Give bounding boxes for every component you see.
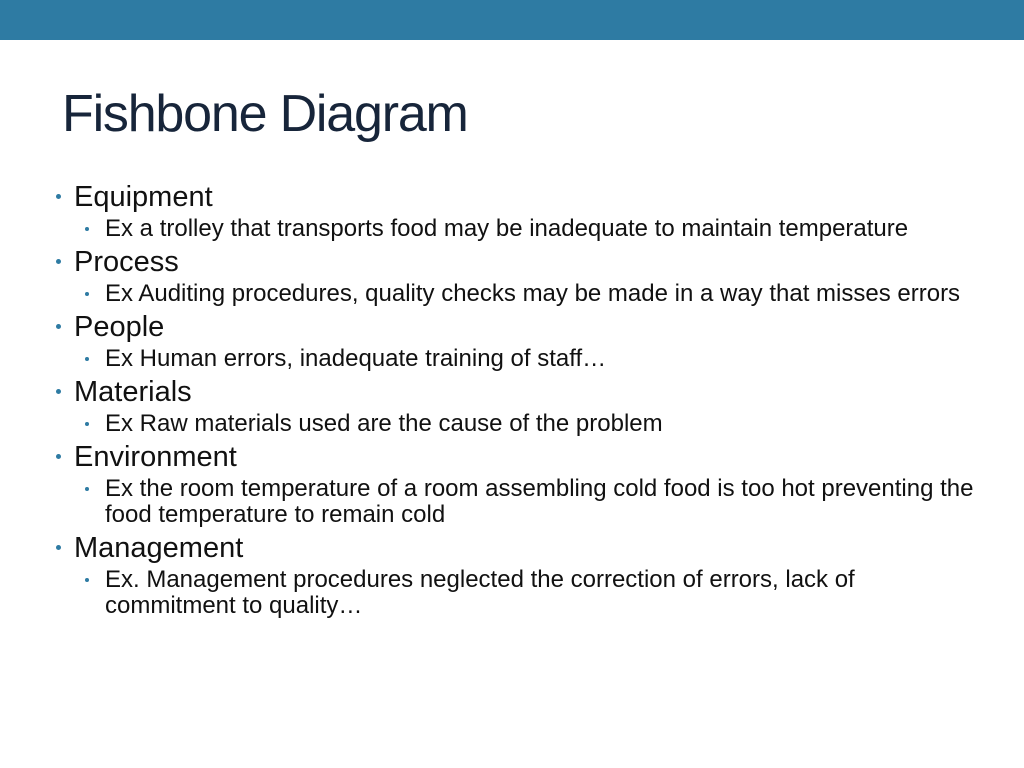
bullet-label: Management	[74, 532, 244, 564]
bullet-dot-icon	[56, 545, 61, 550]
bullet-label: Equipment	[74, 181, 213, 213]
sub-bullet-text: Ex a trolley that transports food may be inadequate to maintain temperature	[105, 215, 909, 242]
bullet-item-equipment	[52, 180, 992, 242]
sub-bullet-text: Ex Auditing procedures, quality checks may be made in a way that misses errors	[105, 280, 961, 307]
sub-bullet-dot-icon	[85, 487, 89, 491]
sub-bullet-list	[74, 567, 992, 619]
top-accent-bar	[0, 0, 1024, 40]
sub-bullet-item	[74, 411, 992, 437]
sub-bullet-list	[74, 346, 992, 372]
sub-bullet-item	[74, 216, 992, 242]
sub-bullet-dot-icon	[85, 422, 89, 426]
sub-bullet-list	[74, 476, 992, 528]
bullet-dot-icon	[56, 194, 61, 199]
bullet-label: Materials	[74, 376, 192, 408]
sub-bullet-dot-icon	[85, 227, 89, 231]
sub-bullet-item	[74, 567, 992, 619]
bullet-dot-icon	[56, 259, 61, 264]
sub-bullet-list	[74, 411, 992, 437]
bullet-label: People	[74, 311, 165, 343]
sub-bullet-item	[74, 346, 992, 372]
sub-bullet-text: Ex the room temperature of a room assembling cold food is too hot preventing the food temperature to remain cold	[105, 475, 974, 528]
sub-bullet-list	[74, 281, 992, 307]
bullet-label: Process	[74, 246, 179, 278]
bullet-list	[52, 180, 992, 622]
slide-title: Fishbone Diagram	[62, 85, 468, 143]
bullet-item-materials	[52, 375, 992, 437]
bullet-dot-icon	[56, 389, 61, 394]
bullet-dot-icon	[56, 324, 61, 329]
bullet-item-people	[52, 310, 992, 372]
sub-bullet-text: Ex Human errors, inadequate training of staff…	[105, 345, 607, 372]
sub-bullet-item	[74, 476, 992, 528]
sub-bullet-text: Ex Raw materials used are the cause of the problem	[105, 410, 663, 437]
bullet-label: Environment	[74, 441, 237, 473]
sub-bullet-text: Ex. Management procedures neglected the correction of errors, lack of commitment to quality…	[105, 566, 855, 619]
bullet-item-management	[52, 531, 992, 619]
sub-bullet-item	[74, 281, 992, 307]
sub-bullet-dot-icon	[85, 578, 89, 582]
bullet-item-process	[52, 245, 992, 307]
sub-bullet-list	[74, 216, 992, 242]
bullet-dot-icon	[56, 454, 61, 459]
sub-bullet-dot-icon	[85, 357, 89, 361]
sub-bullet-dot-icon	[85, 292, 89, 296]
bullet-item-environment	[52, 440, 992, 528]
